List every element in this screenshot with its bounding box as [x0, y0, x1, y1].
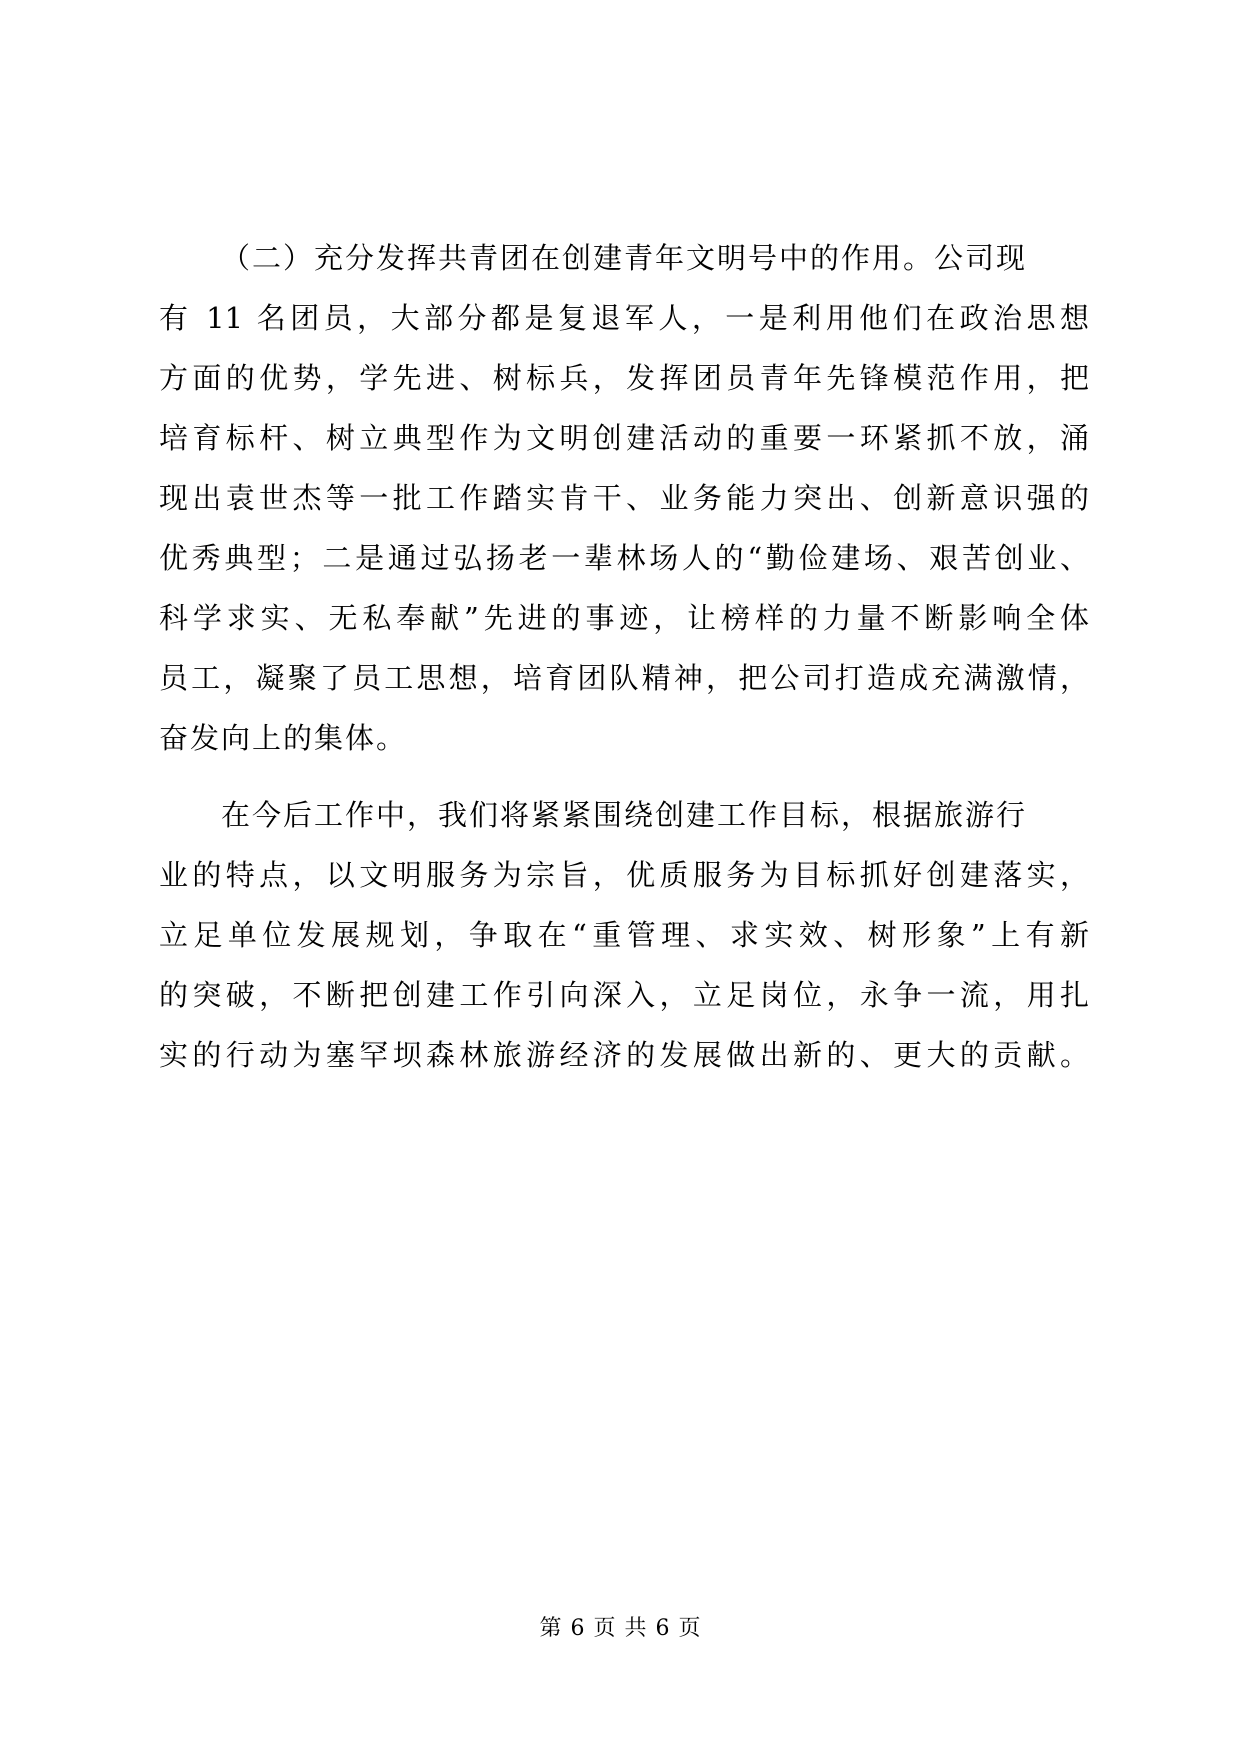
text-line: 现出袁世杰等一批工作踏实肯干、业务能力突出、创新意识强的 — [159, 481, 1089, 515]
text-line: 有 11 名团员，大部分都是复退军人，一是利用他们在政治思想 — [159, 301, 1089, 335]
text-line: 培育标杆、树立典型作为文明创建活动的重要一环紧抓不放，涌 — [159, 421, 1089, 455]
paragraph — [159, 228, 1089, 768]
text-line: 奋发向上的集体。 — [159, 721, 408, 755]
document-body — [159, 228, 1089, 1085]
text-line: 员工，凝聚了员工思想，培育团队精神，把公司打造成充满激情， — [159, 661, 1089, 695]
text-line: 实的行动为塞罕坝森林旅游经济的发展做出新的、更大的贡献。 — [159, 1038, 1089, 1072]
text-line: 科学求实、无私奉献”先进的事迹，让榜样的力量不断影响全体 — [159, 601, 1089, 635]
text-line: 业的特点，以文明服务为宗旨，优质服务为目标抓好创建落实， — [159, 858, 1089, 892]
text-line: 优秀典型；二是通过弘扬老一辈林场人的“勤俭建场、艰苦创业、 — [159, 541, 1089, 575]
page-number-footer: 第 6 页 共 6 页 — [539, 1616, 702, 1641]
text-line: （二）充分发挥共青团在创建青年文明号中的作用。公司现 — [221, 241, 1028, 275]
paragraph — [159, 785, 1089, 1085]
text-line: 在今后工作中，我们将紧紧围绕创建工作目标，根据旅游行 — [221, 798, 1028, 832]
text-line: 立足单位发展规划，争取在“重管理、求实效、树形象”上有新 — [159, 918, 1089, 952]
text-line: 方面的优势，学先进、树标兵，发挥团员青年先锋模范作用，把 — [159, 361, 1089, 395]
paragraph-spacer — [159, 768, 1089, 785]
text-line: 的突破，不断把创建工作引向深入，立足岗位，永争一流，用扎 — [159, 978, 1089, 1012]
